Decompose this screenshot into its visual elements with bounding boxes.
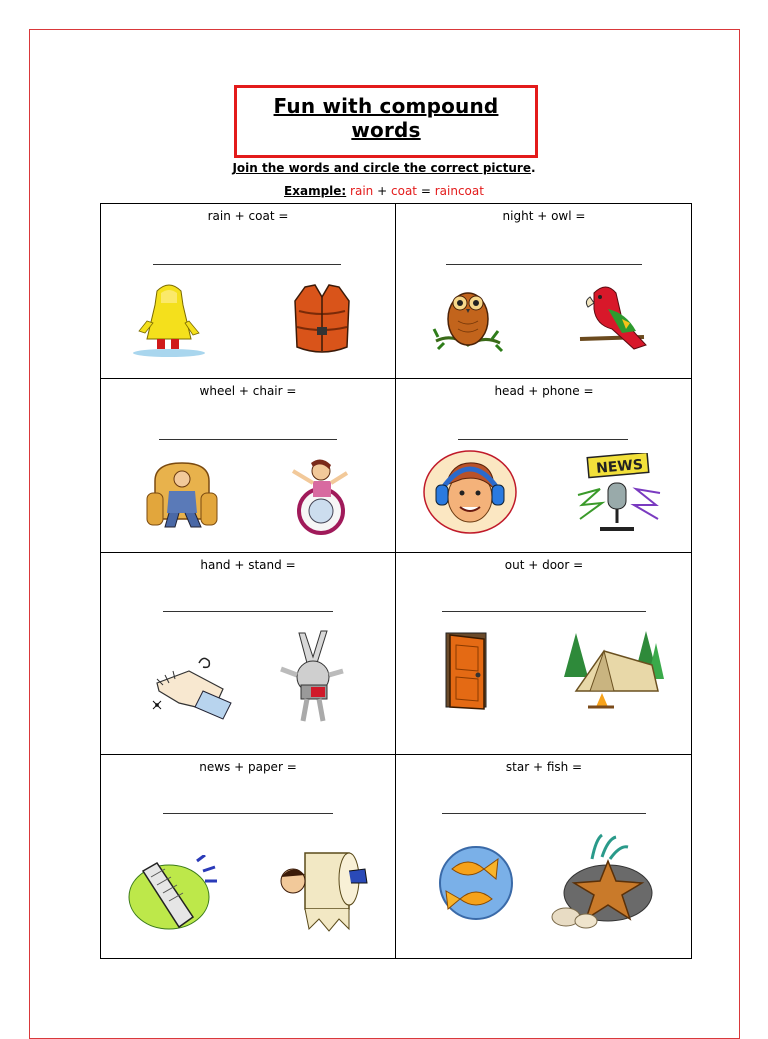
equation-text: out + door = xyxy=(504,558,584,572)
example-equals: = xyxy=(420,184,431,198)
example-word-1: rain xyxy=(350,184,374,198)
newspaper-picture[interactable] xyxy=(127,855,219,933)
equation-text: head + phone = xyxy=(494,384,594,398)
equation-text: hand + stand = xyxy=(200,558,296,572)
example-result: raincoat xyxy=(434,184,484,198)
answer-line[interactable] xyxy=(153,264,341,265)
answer-line[interactable] xyxy=(442,813,646,814)
equation-text: news + paper = xyxy=(199,760,297,774)
news-microphone-picture[interactable] xyxy=(574,453,664,535)
parrot-picture[interactable] xyxy=(578,279,658,357)
raincoat-picture[interactable] xyxy=(131,281,211,359)
hand-picture[interactable] xyxy=(149,645,233,723)
exercise-cell-raincoat xyxy=(101,204,396,379)
tent-picture[interactable] xyxy=(562,629,666,709)
answer-line[interactable] xyxy=(458,439,628,440)
exercise-cell-handstand xyxy=(101,553,396,755)
exercise-cell-starfish xyxy=(396,755,692,959)
exercise-cell-newspaper xyxy=(101,755,396,959)
exercise-cell-nightowl xyxy=(396,204,692,379)
goldfish-picture[interactable] xyxy=(438,839,520,925)
headphones-boy-picture[interactable] xyxy=(422,449,518,535)
answer-line[interactable] xyxy=(163,611,333,612)
armchair-picture[interactable] xyxy=(145,457,219,537)
equation-text: rain + coat = xyxy=(207,209,289,223)
answer-line[interactable] xyxy=(159,439,337,440)
example-plus: + xyxy=(377,184,388,198)
starfish-picture[interactable] xyxy=(546,831,658,929)
answer-line[interactable] xyxy=(446,264,642,265)
instruction xyxy=(0,161,768,175)
title-box xyxy=(234,85,538,158)
handstand-rabbit-picture[interactable] xyxy=(277,629,347,727)
exercise-cell-wheelchair xyxy=(101,379,396,553)
example-word-2: coat xyxy=(391,184,417,198)
instruction-period: . xyxy=(530,161,536,175)
equation-text: star + fish = xyxy=(505,760,583,774)
worksheet-title: Fun with compound words xyxy=(273,94,499,142)
example-line xyxy=(0,184,768,198)
toilet-paper-picture[interactable] xyxy=(273,849,369,933)
instruction-text: Join the words and circle the correct picture xyxy=(232,161,531,175)
wheelchair-picture[interactable] xyxy=(283,453,357,535)
answer-line[interactable] xyxy=(163,813,333,814)
news-sign-text: NEWS xyxy=(595,456,644,477)
exercise-cell-outdoor xyxy=(396,553,692,755)
vest-picture[interactable] xyxy=(287,281,357,359)
exercise-cell-headphone xyxy=(396,379,692,553)
equation-text: wheel + chair = xyxy=(199,384,297,398)
equation-text: night + owl = xyxy=(502,209,586,223)
owl-picture[interactable] xyxy=(432,279,504,359)
exercise-grid xyxy=(100,203,692,959)
example-label: Example: xyxy=(284,184,347,198)
answer-line[interactable] xyxy=(442,611,646,612)
door-picture[interactable] xyxy=(440,629,494,713)
